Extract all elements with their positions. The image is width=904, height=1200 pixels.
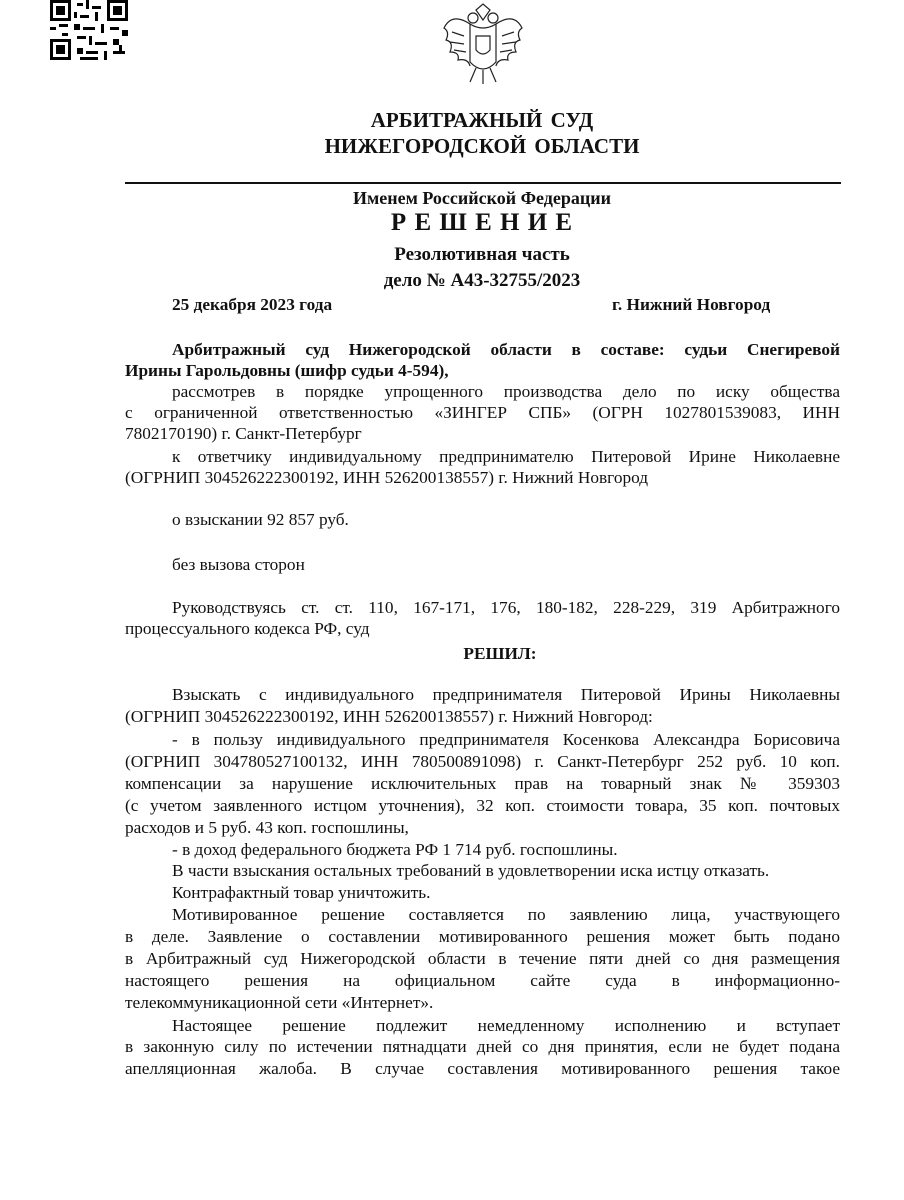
decision-city: г. Нижний Новгород (612, 295, 771, 314)
body-text-line: Взыскать с индивидуального предпринимателя Питеровой Ирины Николаевны (172, 685, 840, 704)
court-name-line1: АРБИТРАЖНЫЙ СУД (370, 108, 594, 132)
body-text-line: Ирины Гарольдовны (шифр судьи 4-594), (125, 361, 449, 380)
resolution-part-label: Резолютивная часть (394, 244, 570, 265)
body-text-line: (с учетом заявленного истцом уточнения), 32 коп. стоимости товара, 35 коп. почтовых (125, 796, 840, 815)
body-text-line: в деле. Заявление о составлении мотивированного решения может быть подано (125, 927, 840, 946)
body-text-line: Мотивированное решение составляется по заявлению лица, участвующего (172, 905, 840, 924)
court-name-line2: НИЖЕГОРОДСКОЙ ОБЛАСТИ (324, 134, 640, 158)
body-text-line: компенсации за нарушение исключительных прав на товарный знак № 359303 (125, 774, 840, 793)
decision-date: 25 декабря 2023 года (172, 295, 333, 314)
body-text-line: рассмотрев в порядке упрощенного производства дело по иску общества (172, 382, 840, 401)
body-text-line: - в пользу индивидуального предпринимателя Косенкова Александра Борисовича (172, 730, 840, 749)
body-text-line: В части взыскания остальных требований в удовлетворении иска истцу отказать. (172, 861, 770, 880)
body-text-line: настоящего решения на официальном сайте суда в информационно- (125, 971, 840, 990)
body-text-line: в законную силу по истечении пятнадцати дней со дня принятия, если не будет подана (125, 1037, 840, 1056)
body-text-line: без вызова сторон (172, 555, 305, 574)
header-divider (125, 182, 841, 184)
resolved-heading: РЕШИЛ: (463, 644, 537, 663)
body-text-line: о взыскании 92 857 руб. (172, 510, 349, 529)
in-name-of-federation: Именем Российской Федерации (352, 188, 612, 208)
case-number: дело № А43-32755/2023 (383, 270, 581, 291)
body-text-line: процессуального кодекса РФ, суд (125, 619, 370, 638)
document-type-title: Р Е Ш Е Н И Е (390, 209, 574, 236)
coat-of-arms-icon (440, 2, 526, 86)
body-text-line: (ОГРНИП 304526222300192, ИНН 526200138557) г. Нижний Новгород: (125, 707, 653, 726)
body-text-line: - в доход федерального бюджета РФ 1 714 руб. госпошлины. (172, 840, 618, 859)
body-text-line: Руководствуясь ст. ст. 110, 167-171, 176, 180-182, 228-229, 319 Арбитражного (172, 598, 840, 617)
body-text-line: (ОГРНИП 304526222300192, ИНН 526200138557) г. Нижний Новгород (125, 468, 649, 487)
body-text-line: апелляционная жалоба. В случае составления мотивированного решения такое (125, 1059, 840, 1078)
body-text-line: 7802170190) г. Санкт-Петербург (125, 424, 362, 443)
body-text-line: с ограниченной ответственностью «ЗИНГЕР СПБ» (ОГРН 1027801539083, ИНН (125, 403, 840, 422)
body-text-line: Контрафактный товар уничтожить. (172, 883, 431, 902)
body-text-line: к ответчику индивидуальному предпринимателю Питеровой Ирине Николаевне (172, 447, 840, 466)
body-text-line: (ОГРНИП 304780527100132, ИНН 780500891098) г. Санкт-Петербург 252 руб. 10 коп. (125, 752, 840, 771)
body-text-line: Арбитражный суд Нижегородской области в составе: судьи Снегиревой (172, 340, 840, 359)
body-text-line: телекоммуникационной сети «Интернет». (125, 993, 434, 1012)
body-text-line: в Арбитражный суд Нижегородской области в течение пяти дней со дня размещения (125, 949, 840, 968)
body-text-line: расходов и 5 руб. 43 коп. госпошлины, (125, 818, 409, 837)
qr-code-icon (50, 0, 128, 60)
body-text-line: Настоящее решение подлежит немедленному исполнению и вступает (172, 1016, 840, 1035)
